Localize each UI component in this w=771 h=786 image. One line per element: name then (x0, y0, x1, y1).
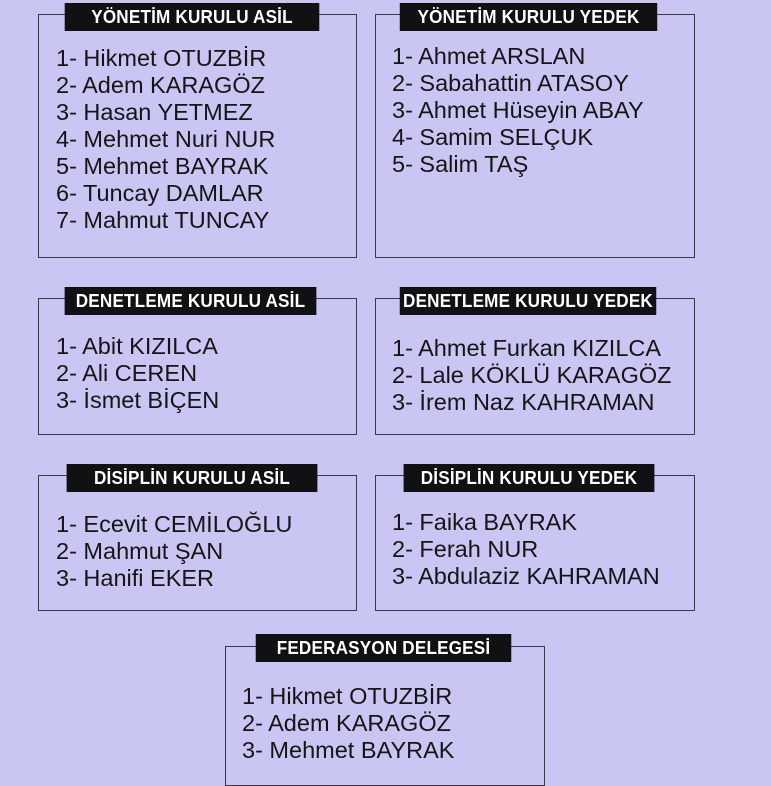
member-list-denetleme-kurulu-asil (56, 333, 219, 414)
list-item: 4- Samim SELÇUK (392, 124, 594, 150)
list-item: 6- Tuncay DAMLAR (56, 180, 264, 206)
list-item: 2- Lale KÖKLÜ KARAGÖZ (392, 362, 672, 388)
list-item: 5- Salim TAŞ (392, 151, 529, 177)
panel-title-yonetim-kurulu-asil: YÖNETİM KURULU ASİL (65, 3, 320, 31)
member-list-yonetim-kurulu-asil (56, 45, 275, 234)
list-item: 1- Ahmet Furkan KIZILCA (392, 335, 662, 361)
list-item: 2- Ali CEREN (56, 360, 198, 386)
list-item: 2- Adem KARAGÖZ (242, 710, 451, 736)
list-item: 1- Ahmet ARSLAN (392, 43, 586, 69)
list-item: 3- Hanifi EKER (56, 565, 215, 591)
member-list-yonetim-kurulu-yedek (392, 43, 644, 178)
list-item: 3- Ahmet Hüseyin ABAY (392, 97, 644, 123)
member-list-federasyon-delegesi (242, 683, 454, 764)
list-item: 3- Hasan YETMEZ (56, 99, 253, 125)
panel-title-disiplin-kurulu-asil: DİSİPLİN KURULU ASİL (67, 464, 318, 492)
list-item: 2- Adem KARAGÖZ (56, 72, 265, 98)
panel-title-denetleme-kurulu-asil: DENETLEME KURULU ASİL (65, 287, 317, 315)
list-item: 2- Mahmut ŞAN (56, 538, 224, 564)
list-item: 3- İsmet BİÇEN (56, 387, 220, 413)
panel-title-federasyon-delegesi: FEDERASYON DELEGESİ (256, 634, 512, 662)
list-item: 4- Mehmet Nuri NUR (56, 126, 276, 152)
list-item: 1- Ecevit CEMİLOĞLU (56, 511, 293, 537)
list-item: 3- Mehmet BAYRAK (242, 737, 455, 763)
list-item: 1- Hikmet OTUZBİR (56, 45, 267, 71)
list-item: 5- Mehmet BAYRAK (56, 153, 269, 179)
list-item: 1- Faika BAYRAK (392, 509, 578, 535)
list-item: 2- Sabahattin ATASOY (392, 70, 629, 96)
member-list-denetleme-kurulu-yedek (392, 335, 672, 416)
panel-title-denetleme-kurulu-yedek: DENETLEME KURULU YEDEK (400, 287, 657, 315)
list-item: 1- Abit KIZILCA (56, 333, 218, 359)
member-list-disiplin-kurulu-asil (56, 511, 292, 592)
panel-title-yonetim-kurulu-yedek: YÖNETİM KURULU YEDEK (400, 3, 657, 31)
list-item: 3- İrem Naz KAHRAMAN (392, 389, 655, 415)
list-item: 2- Ferah NUR (392, 536, 539, 562)
list-item: 1- Hikmet OTUZBİR (242, 683, 453, 709)
member-list-disiplin-kurulu-yedek (392, 509, 660, 590)
list-item: 3- Abdulaziz KAHRAMAN (392, 563, 660, 589)
list-item: 7- Mahmut TUNCAY (56, 207, 270, 233)
panel-title-disiplin-kurulu-yedek: DİSİPLİN KURULU YEDEK (404, 464, 655, 492)
